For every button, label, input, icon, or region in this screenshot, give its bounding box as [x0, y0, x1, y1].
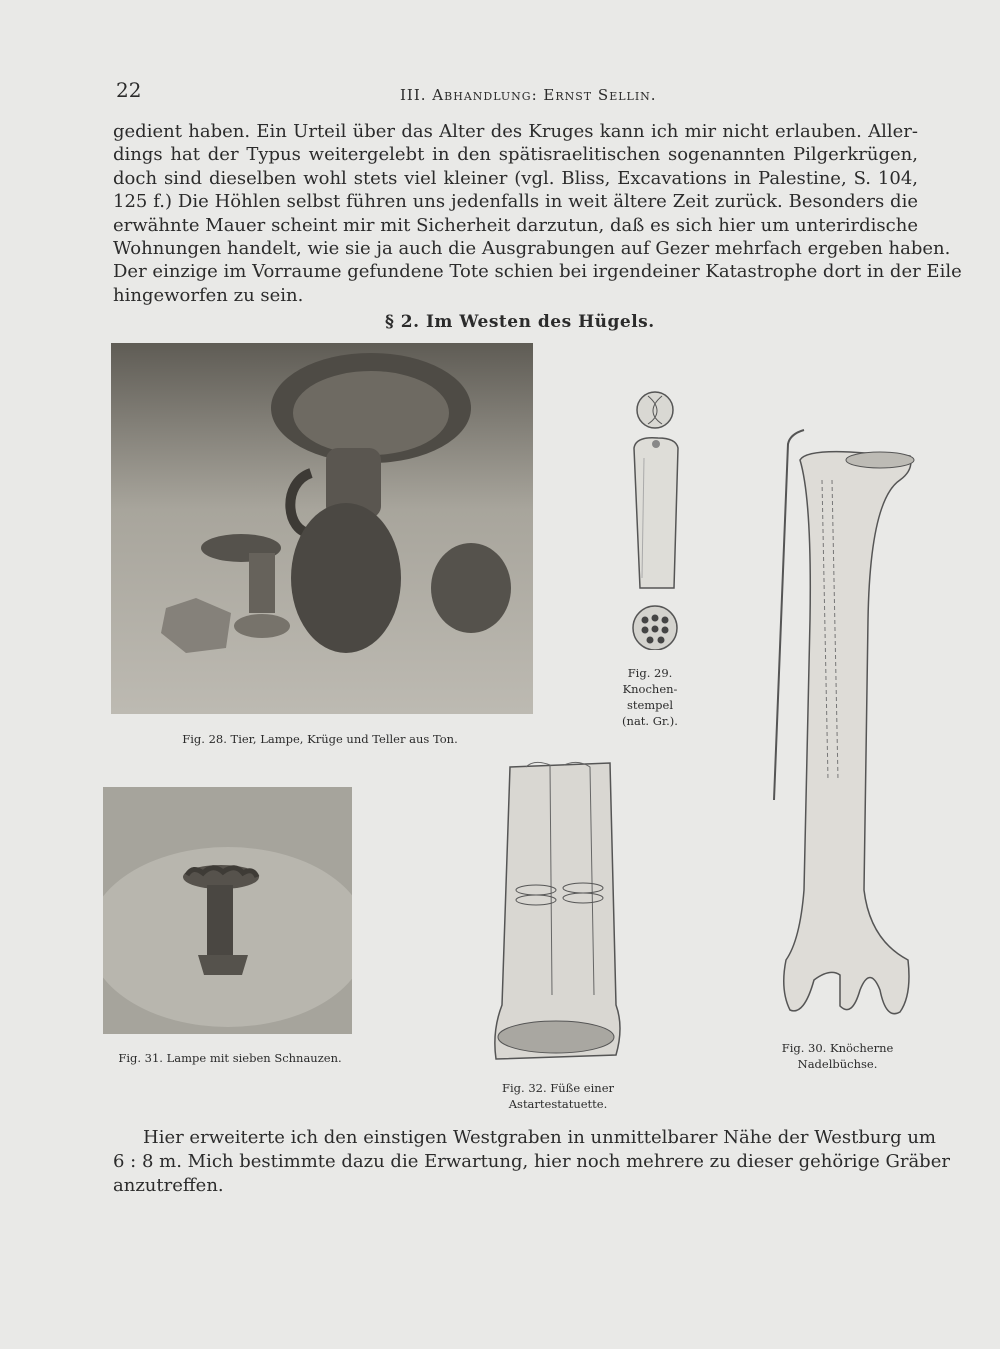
fig32-caption [478, 1080, 638, 1112]
fig29-bone-stamp-drawing [618, 388, 688, 650]
caption-line: Astartestatuette. [508, 1097, 608, 1111]
caption-line: stempel [626, 698, 674, 712]
fig28-photo [111, 343, 533, 714]
caption-line: (nat. Gr.). [622, 714, 678, 728]
text-line: Der einzige im Vorraume gefundene Tote schien bei irgendeiner Katastrophe dort in der Eile [113, 261, 962, 283]
text-line: hingeworfen zu sein. [113, 284, 304, 306]
caption-line: Fig. 30. Knöcherne [781, 1041, 894, 1055]
fig28-caption: Fig. 28. Tier, Lampe, Krüge und Teller aus Ton. [182, 732, 458, 746]
lamp-photo-illustration [103, 787, 352, 1034]
text-line: gedient haben. Ein Urteil über das Alter des Kruges kann ich mir nicht erlauben. Aller- [113, 121, 918, 142]
pottery-photo-illustration [111, 343, 533, 714]
paragraph-2 [113, 1126, 950, 1198]
fig31-photo [103, 787, 352, 1034]
text-line: Hier erweiterte ich den einstigen Westgraben in unmittelbarer Nähe der Westburg um [143, 1127, 936, 1148]
fig31-caption: Fig. 31. Lampe mit sieben Schnauzen. [118, 1051, 342, 1065]
fig30-caption [765, 1040, 910, 1072]
running-header: III. Abhandlung: Ernst Sellin. [400, 86, 657, 104]
section-heading: § 2. Im Westen des Hügels. [385, 312, 655, 332]
page-number: 22 [116, 78, 142, 102]
fig30-needle-case-drawing [760, 420, 920, 1025]
caption-line: Fig. 32. Füße einer [502, 1081, 614, 1095]
caption-line: Nadelbüchse. [797, 1057, 878, 1071]
text-line: 125 f.) Die Höhlen selbst führen uns jedenfalls in weit ältere Zeit zurück. Besonders die [113, 191, 918, 213]
paragraph-1 [113, 120, 962, 307]
text-line: anzutreffen. [113, 1175, 224, 1196]
text-line: Wohnungen handelt, wie sie ja auch die Ausgrabungen auf Gezer mehrfach ergeben haben. [113, 238, 951, 260]
caption-line: Knochen- [622, 682, 678, 696]
text-line: 6 : 8 m. Mich bestimmte dazu die Erwartung, hier noch mehrere zu dieser gehörige Gräber [113, 1151, 950, 1172]
text-line: erwähnte Mauer scheint mir mit Sicherheit darzutun, daß es sich hier um unterirdische [113, 214, 918, 236]
fig32-statuette-feet-drawing [488, 755, 628, 1065]
caption-line: Fig. 29. [627, 666, 673, 680]
text-line: doch sind dieselben wohl stets viel kleiner (vgl. Bliss, Excavations in Palestine, S. 104, [113, 167, 918, 189]
text-line: dings hat der Typus weitergelebt in den spätisraelitischen sogenannten Pilgerkrügen, [113, 144, 918, 166]
fig29-caption [605, 665, 695, 729]
